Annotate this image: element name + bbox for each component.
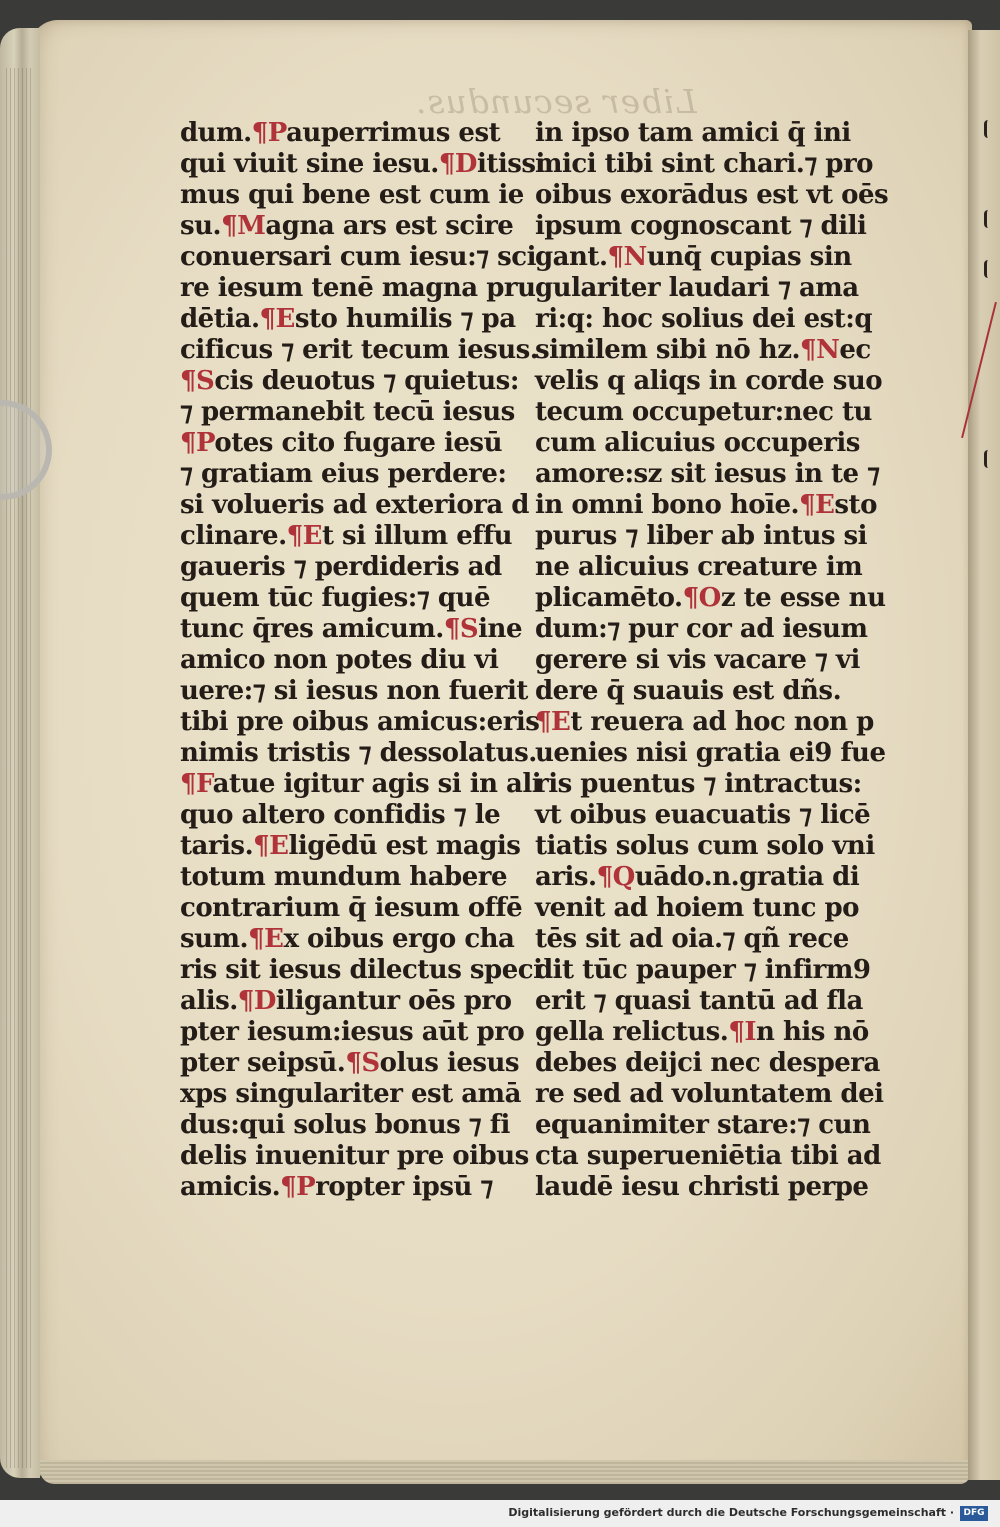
left-text-line [180,521,540,552]
text-run: equanimiter stare:⁊ cun [535,1110,871,1140]
text-run: gant. [535,242,608,272]
rubric-initial: ¶N [607,242,647,272]
right-text-line [535,242,895,273]
text-run: sto [834,490,877,520]
text-run: si volueris ad exteriora d [180,490,529,520]
text-run: unq̄ cupias sin [646,242,852,272]
rubric-initial: ¶E [535,707,571,737]
text-run: oibus exorādus est vt oēs [535,180,889,210]
text-run: tiatis solus cum solo vni [535,831,875,861]
text-run: x oibus ergo cha [283,924,515,954]
left-text-line [180,490,540,521]
rubric-initial: ¶D [237,986,276,1016]
text-run: pter seipsū. [180,1048,346,1078]
text-run: gella relictus. [535,1017,729,1047]
text-run: xps singulariter est amā [180,1079,521,1109]
right-text-line [535,924,895,955]
text-run: iligantur oēs pro [275,986,512,1016]
text-run: delis inuenitur pre oibus [180,1141,529,1171]
text-column-right [535,118,895,1203]
left-text-line [180,769,540,800]
text-run: ris puentus ⁊ intractus: [535,769,862,799]
text-run: in ipso tam amici q̄ ini [535,118,851,148]
text-run: ligēdū est magis [288,831,521,861]
text-run: pter iesum:iesus aūt pro [180,1017,525,1047]
right-text-line [535,366,895,397]
left-text-line [180,831,540,862]
text-run: auperrimus est [286,118,501,148]
rubric-initial: ¶S [345,1048,380,1078]
running-head-showthrough: Liber secundus. [415,82,697,121]
text-run: amore:sz sit iesus in te ⁊ [535,459,880,489]
rubric-initial: ¶O [682,583,721,613]
right-text-line [535,893,895,924]
text-run: uenies nisi gratia ei9 fue [535,738,886,768]
right-text-line [535,397,895,428]
rubric-initial: ¶E [799,490,835,520]
text-run: dum. [180,118,252,148]
right-text-line [535,1172,895,1203]
text-run: n his nō [756,1017,869,1047]
text-run: tibi pre oibus amicus:eris [180,707,540,737]
left-text-line [180,397,540,428]
left-text-line [180,273,540,304]
left-text-line [180,1048,540,1079]
left-text-line [180,800,540,831]
right-text-line [535,521,895,552]
left-text-line [180,1079,540,1110]
right-text-line [535,986,895,1017]
right-text-line [535,738,895,769]
left-text-line [180,645,540,676]
right-text-line [535,180,895,211]
left-text-line [180,583,540,614]
page-edges [40,1460,970,1484]
text-run: sto humilis ⁊ pa [294,304,516,334]
right-text-line [535,304,895,335]
right-text-line [535,552,895,583]
text-run: atue igitur agis si in ali [212,769,542,799]
dfg-logo-icon: DFG [960,1506,988,1521]
right-text-line [535,614,895,645]
text-run: re sed ad voluntatem dei [535,1079,884,1109]
right-text-line [535,676,895,707]
right-text-line [535,769,895,800]
footer-bar [0,1500,1000,1527]
text-run: itissi [476,149,545,179]
left-text-line [180,1110,540,1141]
text-run: velis q aliqs in corde suo [535,366,883,396]
text-run: dum:⁊ pur cor ad iesum [535,614,868,644]
rubric-initial: ¶Q [596,862,635,892]
text-run: tecum occupetur:nec tu [535,397,872,427]
text-run: gerere si vis vacare ⁊ vi [535,645,860,675]
text-run: dus:qui solus bonus ⁊ fi [180,1110,510,1140]
right-text-line [535,149,895,180]
left-text-line [180,738,540,769]
left-text-line [180,1141,540,1172]
left-text-line [180,614,540,645]
text-run: cificus ⁊ erit tecum iesus. [180,335,539,365]
right-text-line [535,1141,895,1172]
rubric-initial: ¶S [180,366,215,396]
facing-page-edge [968,30,1000,1480]
text-run: t reuera ad hoc non p [570,707,874,737]
left-text-line [180,676,540,707]
left-text-line [180,986,540,1017]
rubric-initial: ¶N [800,335,840,365]
right-text-line [535,428,895,459]
text-run: dētia. [180,304,260,334]
left-text-line [180,149,545,180]
rubric-initial: ¶E [259,304,295,334]
text-run: ris sit iesus dilectus speci [180,955,543,985]
text-column-left [180,118,545,1203]
right-text-line [535,490,895,521]
text-run: amicis. [180,1172,281,1202]
left-text-line [180,862,540,893]
right-text-line [535,1048,895,1079]
left-text-line [180,428,540,459]
right-text-line [535,1079,895,1110]
text-run: mus qui bene est cum ie [180,180,524,210]
left-text-line [180,707,540,738]
right-text-line [535,645,895,676]
text-run: in omni bono hoīe. [535,490,800,520]
text-run: sum. [180,924,249,954]
text-run: tunc q̄res amicum. [180,614,444,644]
left-text-line [180,1172,540,1203]
text-run: olus iesus [379,1048,520,1078]
funding-credit: Digitalisierung gefördert durch die Deutsche Forschungsgemeinschaft · [508,1506,954,1519]
text-run: nimis tristis ⁊ dessolatus. [180,738,537,768]
text-run: qui viuit sine iesu. [180,149,439,179]
right-text-line [535,583,895,614]
text-run: aris. [535,862,597,892]
left-text-line [180,459,540,490]
text-run: laudē iesu christi perpe [535,1172,869,1202]
text-run: dere q̄ suauis est dñs. [535,676,842,706]
text-run: su. [180,211,222,241]
right-text-line [535,273,895,304]
text-run: plicamēto. [535,583,683,613]
rubric-initial: ¶P [280,1172,316,1202]
left-text-line [180,1017,540,1048]
left-text-line [180,366,540,397]
text-run: taris. [180,831,254,861]
text-run: vt oibus euacuatis ⁊ licē [535,800,871,830]
left-text-line [180,893,540,924]
text-run: quem tūc fugies:⁊ quē [180,583,491,613]
right-text-line [535,459,895,490]
right-text-line [535,118,895,149]
text-run: cta superueniētia tibi ad [535,1141,881,1171]
text-run: contrarium q̄ iesum offē [180,893,523,923]
right-text-line [535,862,895,893]
text-run: amico non potes diu vi [180,645,499,675]
rubric-initial: ¶S [443,614,479,644]
rubric-initial: ¶M [221,211,266,241]
left-text-line [180,552,540,583]
text-run: agna ars est scire [265,211,514,241]
text-run: otes cito fugare iesū [214,428,502,458]
rubric-initial: ¶F [180,769,213,799]
right-text-line [535,800,895,831]
text-run: quo altero confidis ⁊ le [180,800,501,830]
text-run: ⁊ permanebit tecū iesus [180,397,515,427]
text-run: clinare. [180,521,287,551]
right-text-line [535,831,895,862]
left-text-line [180,924,540,955]
text-run: tēs sit ad oia.⁊ qñ rece [535,924,849,954]
right-text-line [535,211,895,242]
text-run: debes deijci nec despera [535,1048,880,1078]
text-run: ri:q: hoc solius dei est:q [535,304,873,334]
text-run: venit ad hoiem tunc po [535,893,860,923]
right-text-line [535,1110,895,1141]
text-run: cis deuotus ⁊ quietus: [214,366,519,396]
rubric-initial: ¶I [728,1017,757,1047]
text-run: uere:⁊ si iesus non fuerit [180,676,528,706]
text-run: gulariter laudari ⁊ ama [535,273,859,303]
text-run: ropter ipsū ⁊ [315,1172,493,1202]
rubric-initial: ¶D [438,149,477,179]
text-run: totum mundum habere [180,862,508,892]
rubric-initial: ¶P [180,428,215,458]
text-run: conuersari cum iesu:⁊ sci [180,242,537,272]
rubric-initial: ¶E [286,521,322,551]
right-text-line [535,1017,895,1048]
text-run: gaueris ⁊ perdideris ad [180,552,502,582]
right-text-line [535,955,895,986]
rubric-initial: ¶P [251,118,287,148]
text-run: ⁊ gratiam eius perdere: [180,459,507,489]
book-edge [0,28,40,1478]
left-text-line [180,242,540,273]
text-run: ine [478,614,522,644]
rubric-initial: ¶E [248,924,284,954]
left-text-line [180,304,540,335]
left-text-line [180,180,540,211]
left-text-line [180,211,540,242]
right-text-line [535,707,895,738]
text-run: z te esse nu [720,583,886,613]
text-run: erit ⁊ quasi tantū ad fla [535,986,863,1016]
left-text-line [180,955,543,986]
left-text-line [180,118,540,149]
rubric-initial: ¶E [253,831,289,861]
text-run: cum alicuius occuperis [535,428,860,458]
text-run: t si illum effu [322,521,513,551]
left-text-line [180,335,540,366]
text-run: purus ⁊ liber ab intus si [535,521,868,551]
text-run: uādo.n.gratia di [634,862,860,892]
text-run: ec [839,335,871,365]
text-run: dit tūc pauper ⁊ infirm9 [535,955,871,985]
text-run: ipsum cognoscant ⁊ dili [535,211,867,241]
text-run: alis. [180,986,238,1016]
right-text-line [535,335,895,366]
text-run: mici tibi sint chari.⁊ pro [535,149,874,179]
text-run: similem sibi nō hz. [535,335,801,365]
text-run: ne alicuius creature im [535,552,863,582]
text-run: re iesum tenē magna pru [180,273,536,303]
